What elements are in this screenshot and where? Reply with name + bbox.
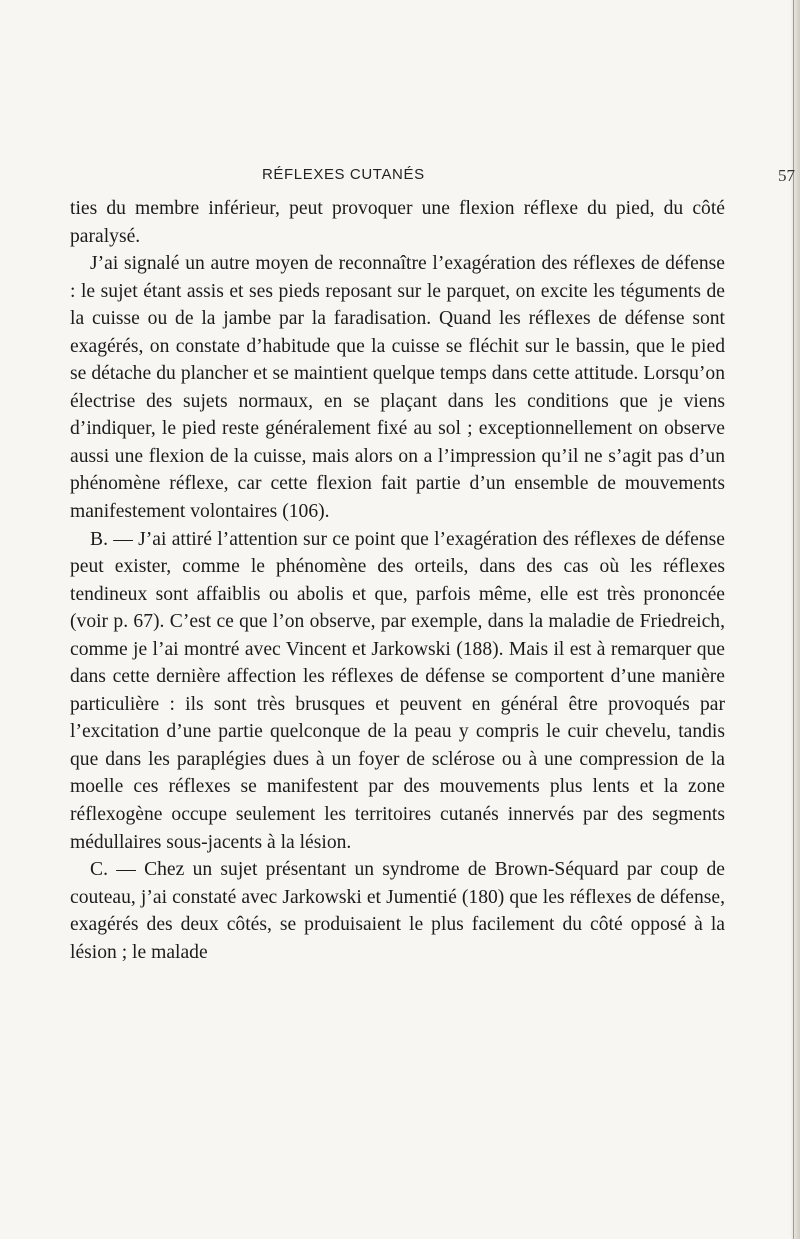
paragraph-faradisation: J’ai signalé un autre moyen de reconnaître l’exagération des réflexes de défense : le sujet étant assis et ses pieds reposant sur le parquet, on excite les téguments de la cuisse ou de la jambe par la faradisation. Quand les réflexes de défense sont exagérés, on constate d’habitude que la cuisse se fléchit sur le bassin, que le pied se détache du plancher et se maintient quelque temps dans cette attitude. Lorsqu’on électrise des sujets normaux, en se plaçant dans les conditions que je viens d’indiquer, le pied reste généralement fixé au sol ; exceptionnellement on observe aussi une flexion de la cuisse, mais alors on a l’impression qu’il ne s’agit pas d’un phénomène réflexe, car cette flexion fait partie d’un ensemble de mouvements manifestement volontaires (106). bbox=[70, 253, 725, 523]
paragraph-section-b: B. — J’ai attiré l’attention sur ce point que l’exagération des réflexes de défense peut exister, comme le phénomène des orteils, dans des cas où les réflexes tendineux sont affaiblis ou abolis et que, parfois même, elle est très prononcée (voir p. 67). C’est ce que l’on observe, par exemple, dans la maladie de Friedreich, comme je l’ai montré avec Vincent et Jarkowski (188). Mais il est à remarquer que dans cette dernière affection les réflexes de défense se comportent d’une manière particulière : ils sont très brusques et peuvent en général être provoqués par l’excitation d’une partie quelconque de la peau y compris le cuir chevelu, tandis que dans les paraplégies dues à un foyer de sclérose ou à une compression de la moelle ces réflexes se manifestent par des mouvements plus lents et la zone réflexogène occupe seulement les territoires cutanés innervés par des segments médullaires sous-jacents à la lésion. bbox=[70, 528, 725, 853]
paragraph-continuation: ties du membre inférieur, peut provoquer une flexion réflexe du pied, du côté paralysé. bbox=[70, 198, 725, 247]
running-head: RÉFLEXES CUTANÉS bbox=[262, 166, 425, 183]
paragraph-section-c: C. — Chez un sujet présentant un syndrome de Brown-Séquard par coup de couteau, j’ai constaté avec Jarkowski et Jumentié (180) que les réflexes de défense, exagérés des deux côtés, se produisaient le plus facilement du côté opposé à la lésion ; le malade bbox=[70, 859, 725, 963]
page-number: 57 bbox=[778, 166, 795, 185]
body-text bbox=[70, 195, 725, 966]
page-header bbox=[262, 166, 798, 192]
